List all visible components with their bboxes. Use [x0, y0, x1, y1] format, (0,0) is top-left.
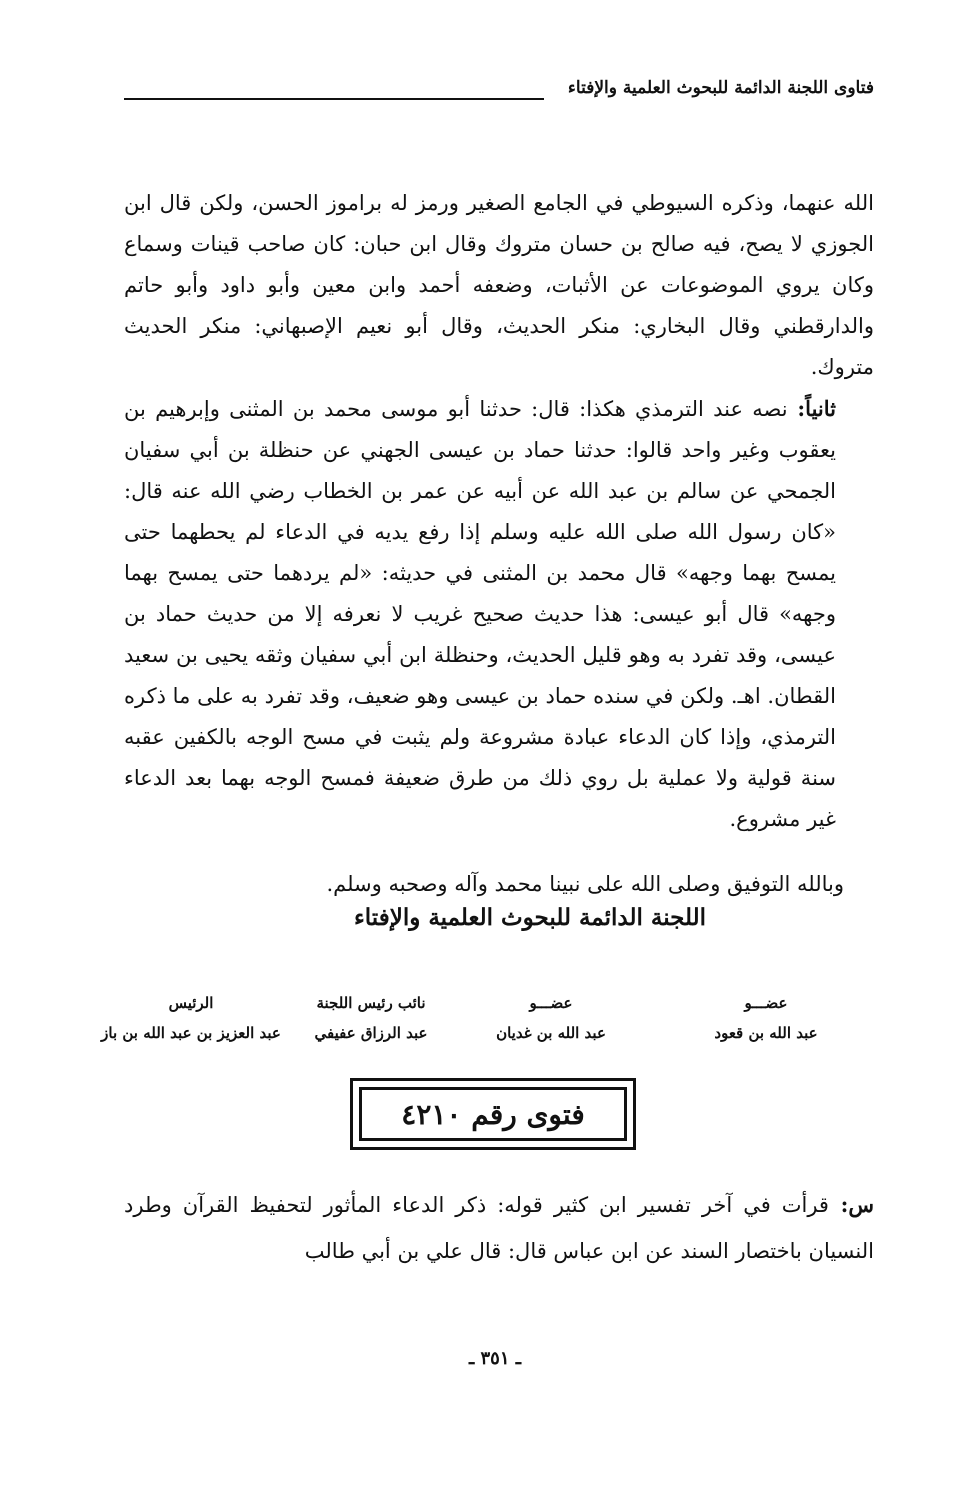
closing-line: وبالله التوفيق وصلى الله على نبينا محمد وآله وصحبه وسلم. — [326, 872, 844, 896]
running-header — [124, 78, 874, 108]
signature-name: عبد الرزاق عفيفي — [314, 1024, 428, 1042]
paragraph-2-lead: ثانياً: — [787, 396, 836, 421]
signature-member-1 — [696, 988, 836, 1048]
committee-name: اللجنة الدائمة للبحوث العلمية والإفتاء — [353, 904, 706, 931]
signature-name: عبد الله بن غديان — [496, 1024, 606, 1042]
paragraph-1: الله عنهما، وذكره السيوطي في الجامع الصغير ورمز له براموز الحسن، ولكن قال ابن الجوزي لا يصح، فيه صالح بن حسان متروك وقال ابن حبان: كان صاحب قينات وسماع وكان يروي الموضوعات عن الأثبات، وضعفه أحمد وابن معين وأبو داود وأبو حاتم والدارقطني وقال البخاري: منكر الحديث، وقال أبو نعيم الإصبهاني: منكر الحديث متروك. — [124, 191, 874, 379]
closing-block — [124, 864, 874, 904]
header-rule — [124, 98, 544, 100]
signature-vice-chair — [296, 988, 446, 1048]
fatwa-number-box — [350, 1078, 636, 1150]
signature-name: عبد العزيز بن عبد الله بن باز — [101, 1024, 281, 1042]
signature-role: الرئيس — [168, 994, 214, 1012]
question-label: س: — [828, 1192, 874, 1217]
signature-role: نائب رئيس اللجنة — [316, 994, 426, 1012]
question-block — [124, 1182, 874, 1274]
signature-name: عبد الله بن قعود — [714, 1024, 818, 1042]
fatwa-number-title: فتوى رقم ٤٢١٠ — [359, 1087, 627, 1141]
signature-role: عضـــو — [529, 994, 573, 1012]
signatures — [101, 988, 836, 1048]
page-number: ـ ٣٥١ ـ — [468, 1348, 522, 1369]
question-text: قرأت في آخر تفسير ابن كثير قوله: ذكر الدعاء المأثور لتحفيظ القرآن وطرد النسيان باختصار السند عن ابن عباس قال: قال علي بن أبي طالب — [124, 1193, 874, 1263]
signature-role: عضـــو — [744, 994, 788, 1012]
question-paragraph — [124, 1182, 874, 1274]
paragraph-2-text: نصه عند الترمذي هكذا: قال: حدثنا أبو موسى محمد بن المثنى وإبرهيم بن يعقوب وغير واحد قالوا: حدثنا حماد بن عيسى الجهني عن حنظلة بن أبي سفيان الجمحي عن سالم بن عبد الله عن أبيه عن عمر بن الخطاب رضي الله عنه قال: «كان رسول الله صلى الله عليه وسلم إذا رفع يديه في الدعاء لم يحطهما حتى يمسح بهما وجهه» قال محمد بن المثنى في حديثه: «لم يردهما حتى يمسح بهما وجهه» قال أبو عيسى: هذا حديث صحيح غريب لا نعرفه إلا من حديث حماد بن عيسى، وقد تفرد به وهو قليل الحديث، وحنظلة ابن أبي سفيان وثقه يحيى بن سعيد القطان. اهـ. ولكن في سنده حماد بن عيسى وهو ضعيف، وقد تفرد به على ما ذكره الترمذي، وإذا كان الدعاء عبادة مشروعة ولم يثبت في مسح الوجه بالكفين عقبه سنة قولية ولا عملية بل روي ذلك من طرق ضعيفة فمسح الوجه بهما بعد الدعاء غير مشروع. — [124, 397, 836, 831]
header-title: فتاوى اللجنة الدائمة للبحوث العلمية والإفتاء — [567, 78, 874, 98]
signature-member-2 — [476, 988, 626, 1048]
signature-chair — [91, 988, 291, 1048]
paragraph-2 — [124, 388, 874, 840]
fatwa-body — [124, 183, 874, 840]
